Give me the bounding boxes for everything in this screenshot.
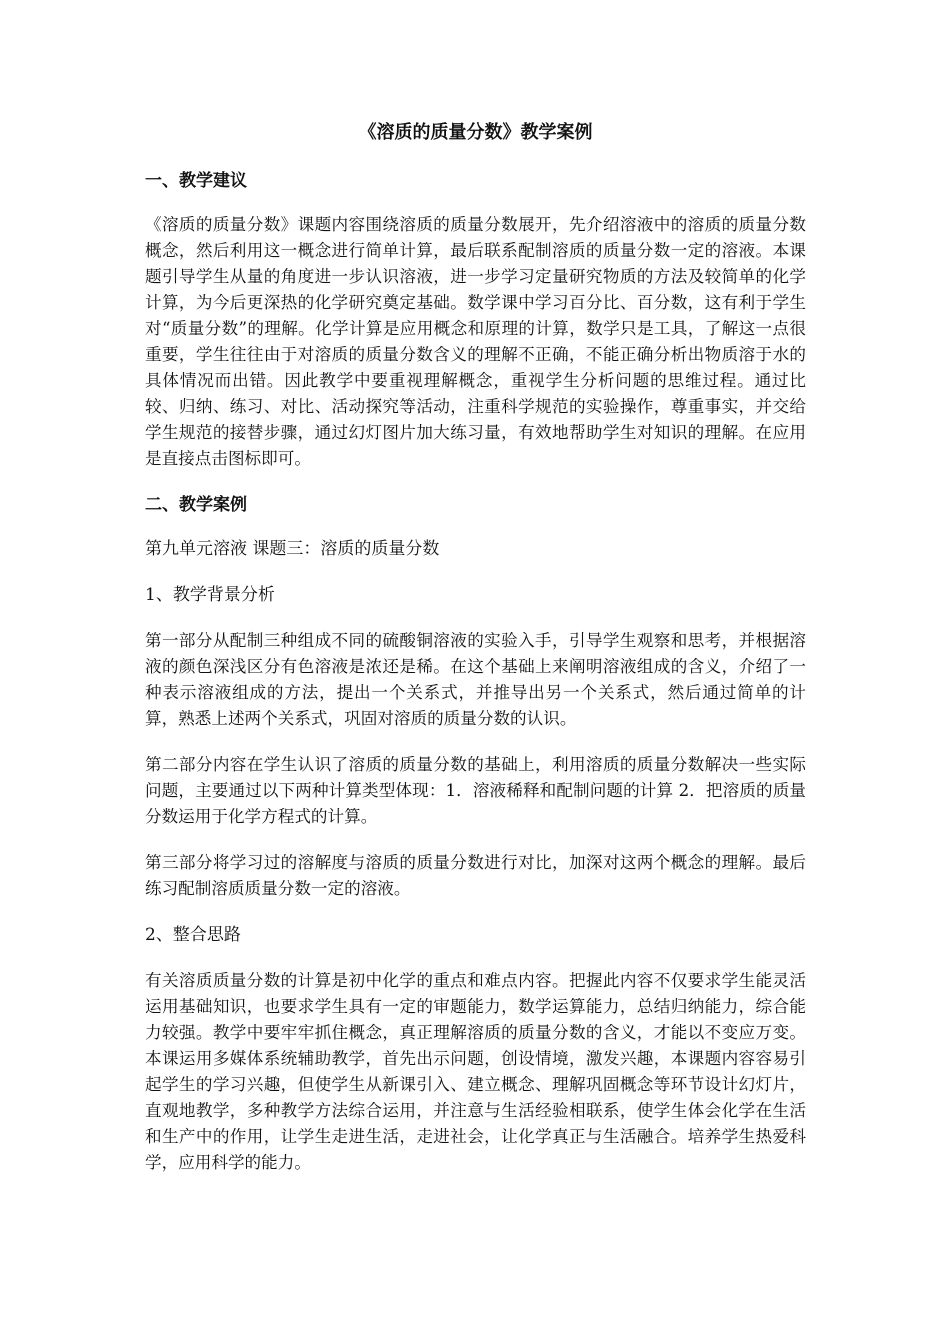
paragraph-teaching-suggestions: 《溶质的质量分数》课题内容围绕溶质的质量分数展开，先介绍溶液中的溶质的质量分数概念，然后利用这一概念进行简单计算，最后联系配制溶质的质量分数一定的溶液。本课题引导学生从量的角度进一步认识溶液，进一步学习定量研究物质的方法及较简单的化学计算，为今后更深热的化学研究奠定基础。数学课中学习百分比、百分数，这有利于学生对“质量分数”的理解。化学计算是应用概念和原理的计算，数学只是工具，了解这一点很重要，学生往往由于对溶质的质量分数含义的理解不正确，不能正确分析出物质溶于水的具体情况而出错。因此教学中要重视理解概念，重视学生分析问题的思维过程。通过比较、归纳、练习、对比、活动探究等活动，注重科学规范的实验操作，尊重事实，并交给学生规范的接替步骤，通过幻灯图片加大练习量，有效地帮助学生对知识的理解。在应用是直接点击图标即可。	[145, 215, 806, 468]
paragraph-integration: 有关溶质质量分数的计算是初中化学的重点和难点内容。把握此内容不仅要求学生能灵活运用基础知识，也要求学生具有一定的审题能力，数学运算能力，总结归纳能力，综合能力较强。教学中要牢牢抓住概念，真正理解溶质的质量分数的含义，才能以不变应万变。本课运用多媒体系统辅助教学，首先出示问题，创设情境，激发兴趣，本课题内容容易引起学生的学习兴趣，但使学生从新课引入、建立概念、理解巩固概念等环节设计幻灯片，直观地教学，多种教学方法综合运用，并注意与生活经验相联系，使学生体会化学在生活和生产中的作用，让学生走进生活，走进社会，让化学真正与生活融合。培养学生热爱科学，应用科学的能力。	[145, 971, 806, 1172]
unit-title: 第九单元溶液 课题三：溶质的质量分数	[145, 539, 440, 559]
subsection-heading-background: 1、教学背景分析	[145, 585, 275, 605]
section-heading-teaching-suggestions: 一、教学建议	[145, 171, 247, 191]
subsection-heading-integration: 2、整合思路	[145, 925, 241, 945]
paragraph-background-part2: 第二部分内容在学生认识了溶质的质量分数的基础上，利用溶质的质量分数解决一些实际问题，主要通过以下两种计算类型体现：1．溶液稀释和配制问题的计算 2．把溶质的质量分数运用于化学方程式的计算。	[145, 755, 806, 826]
document-title: 《溶质的质量分数》教学案例	[358, 122, 593, 143]
document-page	[145, 120, 806, 1196]
paragraph-background-part3: 第三部分将学习过的溶解度与溶质的质量分数进行对比，加深对这两个概念的理解。最后练习配制溶质质量分数一定的溶液。	[145, 853, 806, 898]
paragraph-background-part1: 第一部分从配制三种组成不同的硫酸铜溶液的实验入手，引导学生观察和思考，并根据溶液的颜色深浅区分有色溶液是浓还是稀。在这个基础上来阐明溶液组成的含义，介绍了一种表示溶液组成的方法，提出一个关系式，并推导出另一个关系式，然后通过简单的计算，熟悉上述两个关系式，巩固对溶质的质量分数的认识。	[145, 631, 806, 728]
section-heading-teaching-case: 二、教学案例	[145, 495, 247, 515]
